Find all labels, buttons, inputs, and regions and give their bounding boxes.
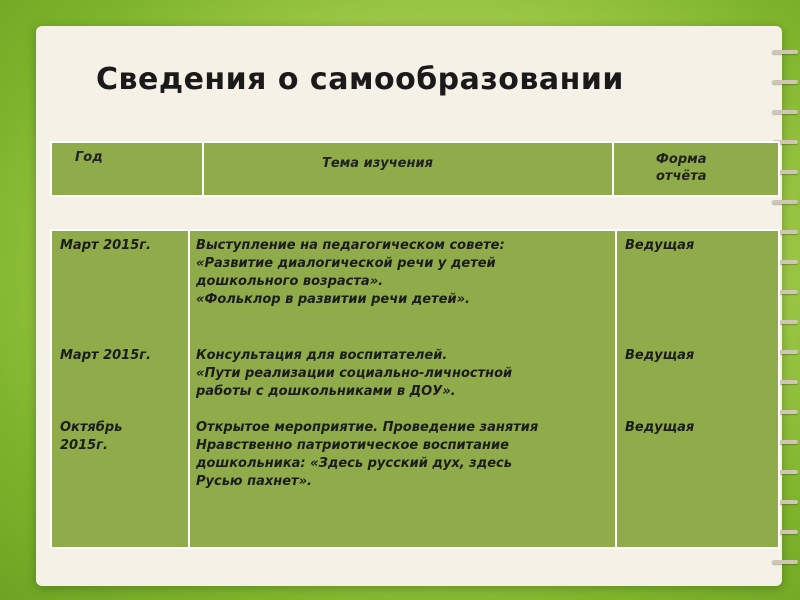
- row2-date: Март 2015г.: [60, 348, 151, 363]
- row3-topic-line1: Открытое мероприятие. Проведение занятия: [196, 420, 539, 435]
- row3-report: Ведущая: [625, 420, 695, 435]
- row1-topic-line2: «Развитие диалогической речи у детей: [196, 256, 496, 271]
- row1-topic-line3: дошкольного возраста».: [196, 274, 384, 289]
- row2-report: Ведущая: [625, 348, 695, 363]
- header-cell-year: [52, 143, 204, 195]
- row1-date: Март 2015г.: [60, 238, 151, 253]
- row1-topic-line4: «Фольклор в развитии речи детей».: [196, 292, 470, 307]
- date-column: [52, 231, 190, 547]
- row3-date-line2: 2015г.: [60, 438, 108, 453]
- row2-topic-line1: Консультация для воспитателей.: [196, 348, 448, 363]
- header-report-label-line1: Форма: [656, 152, 707, 167]
- row3-topic-line4: Русью пахнет».: [196, 474, 312, 489]
- header-report-label-line2: отчёта: [656, 169, 707, 184]
- header-cell-topic: [204, 143, 614, 195]
- row3-topic-line2: Нравственно патриотическое воспитание: [196, 438, 509, 453]
- row3-topic-line3: дошкольника: «Здесь русский дух, здесь: [196, 456, 512, 471]
- header-cell-report: [614, 143, 778, 195]
- row2-topic-line2: «Пути реализации социально-личностной: [196, 366, 513, 381]
- header-year-label: Год: [75, 150, 103, 165]
- content-table: [50, 229, 780, 549]
- row2-topic-line3: работы с дошкольниками в ДОУ».: [196, 384, 456, 399]
- row1-topic-line1: Выступление на педагогическом совете:: [196, 238, 505, 253]
- slide-title: Сведения о самообразовании: [96, 62, 624, 97]
- row3-date-line1: Октябрь: [60, 420, 123, 435]
- header-topic-label: Тема изучения: [322, 156, 433, 171]
- topic-column: [190, 231, 617, 547]
- header-table: [50, 141, 780, 197]
- row1-report: Ведущая: [625, 238, 695, 253]
- report-column: [617, 231, 778, 547]
